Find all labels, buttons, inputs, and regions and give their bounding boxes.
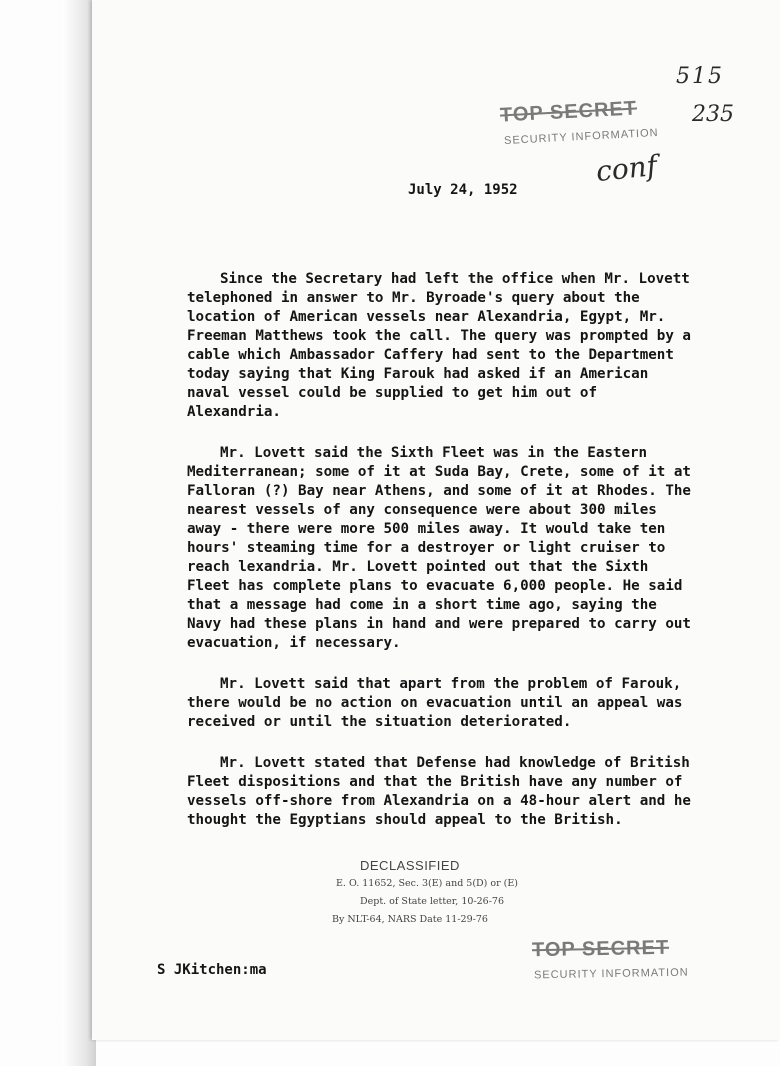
paragraph-4: Mr. Lovett stated that Defense had knowledge of British Fleet dispositions and that the British have any number of vessels off-shore from Alexandria on a 48-hour alert and he thought the Egyptians should appeal to the British. [187,755,691,828]
paragraph-2: Mr. Lovett said the Sixth Fleet was in the Eastern Mediterranean; some of it at Suda Bay, Crete, some of it at Falloran (?) Bay near Athens, and some of it at Rhodes. The nearest vessels of any consequence were about 300 miles away - there were more 500 miles away. It would take ten hours' steaming time for a destroyer or light cruiser to reach lexandria. Mr. Lovett pointed out that the Sixth Fleet has complete plans to evacuate 6,000 people. He said that a message had come in a short time ago, saying the Navy had these plans in hand and were prepared to carry out evacuation, if necessary. [187,445,691,651]
declassified-label: DECLASSIFIED [360,858,460,873]
memo-body [187,270,697,852]
classification-stamp-bottom: TOP SECRET [531,936,670,962]
security-stamp-top: SECURITY INFORMATION [503,126,659,148]
declass-authority-line: E. O. 11652, Sec. 3(E) and 5(D) or (E) [336,878,519,889]
handwritten-number-second: 235 [692,102,734,127]
document-date: July 24, 1952 [408,182,518,198]
security-stamp-bottom: SECURITY INFORMATION [533,966,689,982]
author-initials: S JKitchen:ma [157,962,267,978]
handwritten-mark: conf [594,148,659,189]
page-edge-shadow [62,0,96,1066]
paragraph-1: Since the Secretary had left the office when Mr. Lovett telephoned in answer to Mr. Byroade's query about the location of American vessels near Alexandria, Egypt, Mr. Freeman Matthews took the call. The query was prompted by a cable which Ambassador Caffery had sent to the Department today saying that King Farouk had asked if an American naval vessel could be supplied to get him out of Alexandria. [187,271,691,420]
handwritten-number-top: 515 [676,64,724,89]
declass-letter-line: Dept. of State letter, 10-26-76 [360,896,505,907]
classification-stamp-top: TOP SECRET [499,97,638,127]
paragraph-3: Mr. Lovett said that apart from the problem of Farouk, there would be no action on evacuation until an appeal was received or until the situation deteriorated. [187,676,683,730]
declass-by-line: By NLT-64, NARS Date 11-29-76 [332,914,488,925]
